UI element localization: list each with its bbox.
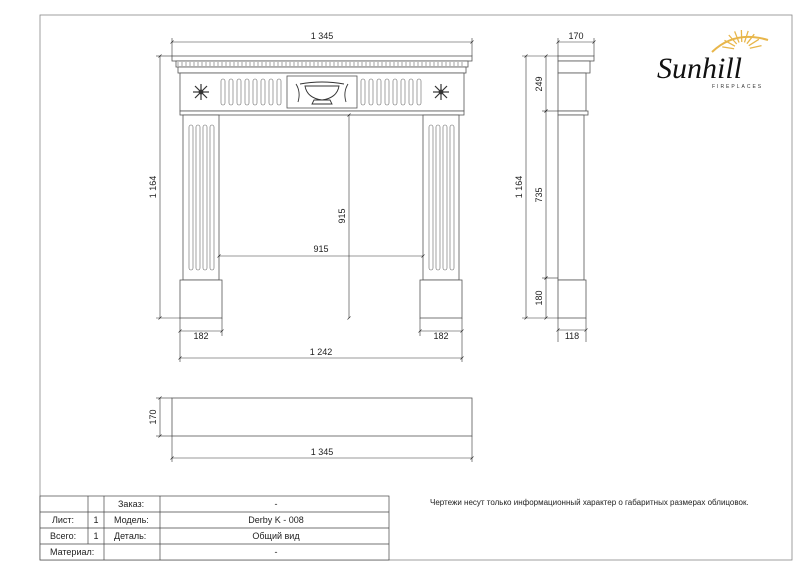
material-value: - — [274, 547, 278, 557]
order-label: Заказ: — [118, 499, 145, 509]
logo-brand: Sunhill — [657, 52, 743, 85]
right-plinth — [420, 280, 462, 318]
side-shelf — [558, 56, 594, 61]
front-view — [172, 56, 472, 318]
disclaimer-note: Чертежи несут только информационный характер о габаритных размерах облицовок. — [430, 498, 749, 507]
material-label: Материал: — [50, 547, 95, 557]
sun-ray — [722, 47, 734, 49]
frieze-bottom-molding — [180, 111, 464, 115]
left-plinth — [180, 280, 222, 318]
model-value: Derby K - 008 — [248, 515, 304, 525]
side-plinth — [558, 280, 586, 318]
side-cornice — [558, 61, 590, 73]
cornice-lower — [178, 67, 466, 73]
right-pilaster — [423, 115, 459, 280]
dim-side-height: 1 164 — [514, 175, 524, 199]
left-pilaster — [183, 115, 219, 280]
sheet-label: Лист: — [52, 515, 75, 525]
sheet-value: 1 — [93, 515, 99, 525]
plan-view — [172, 398, 472, 436]
part-value: Общий вид — [252, 531, 300, 541]
sun-arc — [712, 37, 768, 52]
sunhill-logo — [657, 30, 768, 90]
dim-side-depth-bottom: 118 — [564, 331, 580, 341]
frieze-center-panel — [287, 76, 357, 108]
dim-leg-width-right: 182 — [433, 331, 449, 341]
dim-side-frieze: 249 — [534, 76, 544, 92]
dim-side-depth-top: 170 — [568, 31, 584, 41]
order-value: - — [274, 499, 278, 509]
total-label: Всего: — [50, 531, 77, 541]
sun-rays-icon — [722, 30, 761, 49]
total-value: 1 — [93, 531, 99, 541]
logo-tagline: FIREPLACES — [712, 84, 764, 90]
dim-plan-width: 1 345 — [310, 447, 334, 457]
sun-ray — [750, 46, 762, 49]
dim-side-plinth: 180 — [534, 290, 544, 306]
dim-opening-height: 915 — [337, 208, 347, 224]
side-pilaster — [558, 115, 584, 280]
side-frieze — [558, 73, 586, 111]
part-label: Деталь: — [114, 531, 147, 541]
model-label: Модель: — [114, 515, 149, 525]
rosette-right — [433, 84, 449, 100]
side-view — [558, 56, 594, 318]
rosette-left — [193, 84, 209, 100]
dim-plan-depth: 170 — [148, 409, 158, 425]
mantel-shelf — [172, 56, 472, 61]
dim-base-width: 1 242 — [309, 347, 333, 357]
dim-side-pilaster: 735 — [534, 187, 544, 203]
dim-front-height: 1 164 — [148, 175, 158, 199]
dim-front-width-top: 1 345 — [310, 31, 334, 41]
dim-opening-width: 915 — [313, 244, 329, 254]
side-frieze-molding — [558, 111, 588, 115]
dim-leg-width-left: 182 — [193, 331, 209, 341]
